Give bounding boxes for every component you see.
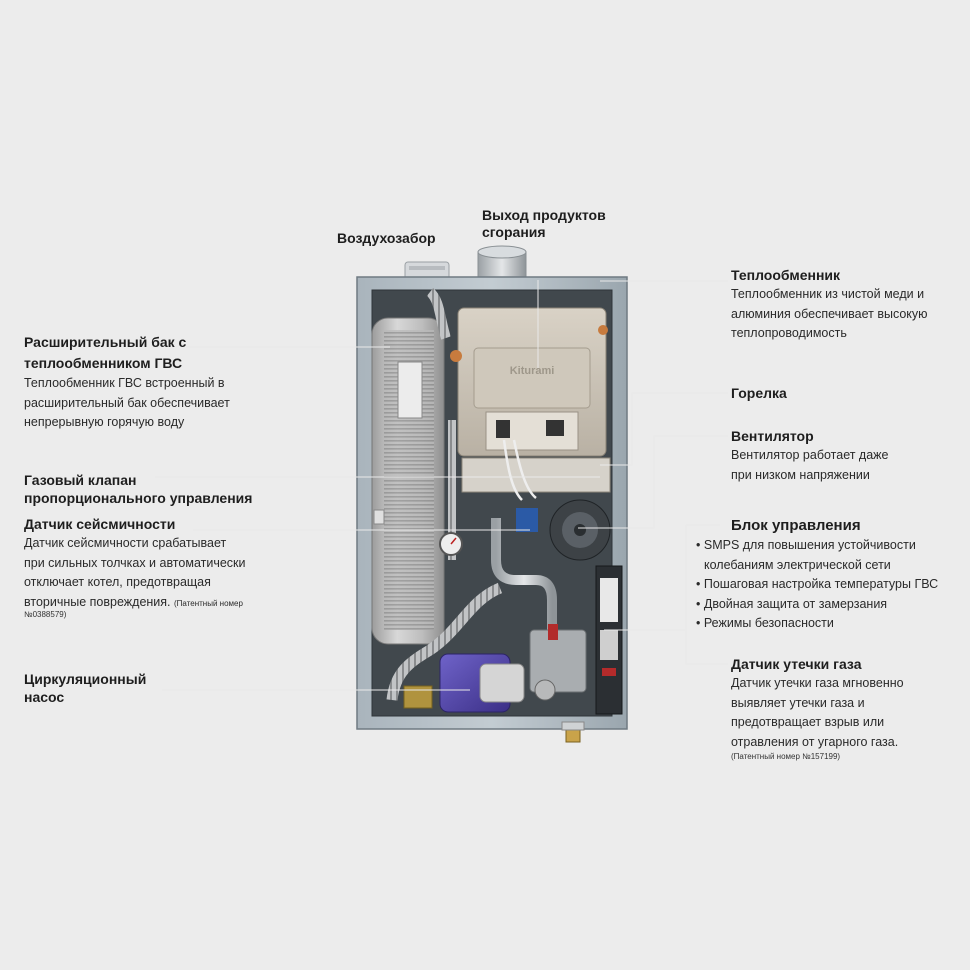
heat-exchanger-title: Теплообменник: [731, 267, 841, 283]
expansion-tank-desc-2: расширительный бак обеспечивает: [24, 395, 230, 410]
gas-leak-patent: (Патентный номер №157199): [731, 752, 841, 761]
seismic-patent-number: №0388579): [24, 610, 67, 619]
gas-valve-callout: [24, 471, 354, 507]
control-unit-bullet-1-cont-text: колебаниям электрической сети: [704, 557, 891, 572]
seismic-desc-2: при сильных толчках и автоматически: [24, 555, 246, 570]
copper-fitting-right: [598, 325, 608, 335]
gas-valve: [530, 624, 586, 700]
brass-fitting: [404, 686, 432, 708]
seismic-patent-prefix: (Патентный номер: [174, 598, 243, 608]
gas-leak-desc-2: выявляет утечки газа и: [731, 695, 865, 710]
control-unit-bullet-2: • Пошаговая настройка температуры ГВС: [696, 575, 966, 595]
seismic-title: Датчик сейсмичности: [24, 516, 176, 532]
fan-callout: [731, 427, 966, 485]
gas-valve-title-2: пропорционального управления: [24, 490, 253, 506]
seismic-callout: [24, 514, 354, 620]
gas-valve-title-1: Газовый клапан: [24, 472, 137, 488]
expansion-tank-desc-1: Теплообменник ГВС встроенный в: [24, 376, 225, 390]
pump-callout: [24, 670, 224, 706]
control-unit-bullet-1-cont: [696, 556, 966, 576]
exhaust-label: Выход продуктов сгорания: [482, 207, 606, 240]
control-unit-title: [731, 516, 861, 535]
fan-desc-1: Вентилятор работает даже: [731, 448, 889, 462]
fan-blue-connector: [516, 508, 538, 532]
heat-exchanger-desc-1: Теплообменник из чистой меди и: [731, 287, 925, 301]
seismic-desc-1: Датчик сейсмичности срабатывает: [24, 536, 227, 550]
pump-title-2: насос: [24, 689, 65, 705]
heat-exchanger-desc-2: алюминия обеспечивает высокую: [731, 306, 928, 321]
seismic-desc-4-text: вторичные повреждения.: [24, 594, 171, 609]
expansion-tank-title-2: теплообменником ГВС: [24, 355, 183, 371]
gas-leak-desc-1: Датчик утечки газа мгновенно: [731, 676, 904, 690]
seismic-sensor: [440, 533, 462, 555]
fan-title: Вентилятор: [731, 428, 814, 444]
control-unit: [596, 566, 622, 714]
heat-exchanger-callout: [731, 266, 966, 344]
control-unit-title-text: Блок управления: [731, 517, 861, 534]
heat-exchanger-desc-3: теплопроводимость: [731, 326, 847, 340]
air-intake-label: Воздухозабор: [337, 230, 436, 246]
gas-leak-callout: [731, 655, 966, 762]
seismic-desc-3: отключает котел, предотвращая: [24, 575, 211, 589]
gas-leak-desc-3: предотвращает взрыв или: [731, 715, 885, 729]
gas-leak-title: Датчик утечки газа: [731, 656, 862, 672]
control-unit-bullet-4: • Режимы безопасности: [696, 614, 966, 634]
control-unit-bullet-1: • SMPS для повышения устойчивости: [696, 536, 966, 556]
fan-desc-2: при низком напряжении: [731, 467, 870, 482]
burner: [462, 458, 610, 492]
copper-fitting-left: [450, 350, 462, 362]
expansion-tank-title-1: Расширительный бак с: [24, 334, 187, 350]
control-unit-bullet-3: • Двойная защита от замерзания: [696, 595, 966, 615]
heat-exchanger: [450, 308, 608, 456]
burner-title: Горелка: [731, 385, 787, 401]
expansion-tank-desc-3: непрерывную горячую воду: [24, 415, 185, 429]
control-unit-bullets: [696, 536, 966, 634]
expansion-tank-callout: [24, 332, 354, 433]
expansion-tank: [372, 318, 444, 644]
pump-title-1: Циркуляционный: [24, 671, 147, 687]
brand-label: Kiturami: [509, 365, 555, 377]
gas-leak-desc-4: отравления от угарного газа.: [731, 734, 899, 749]
